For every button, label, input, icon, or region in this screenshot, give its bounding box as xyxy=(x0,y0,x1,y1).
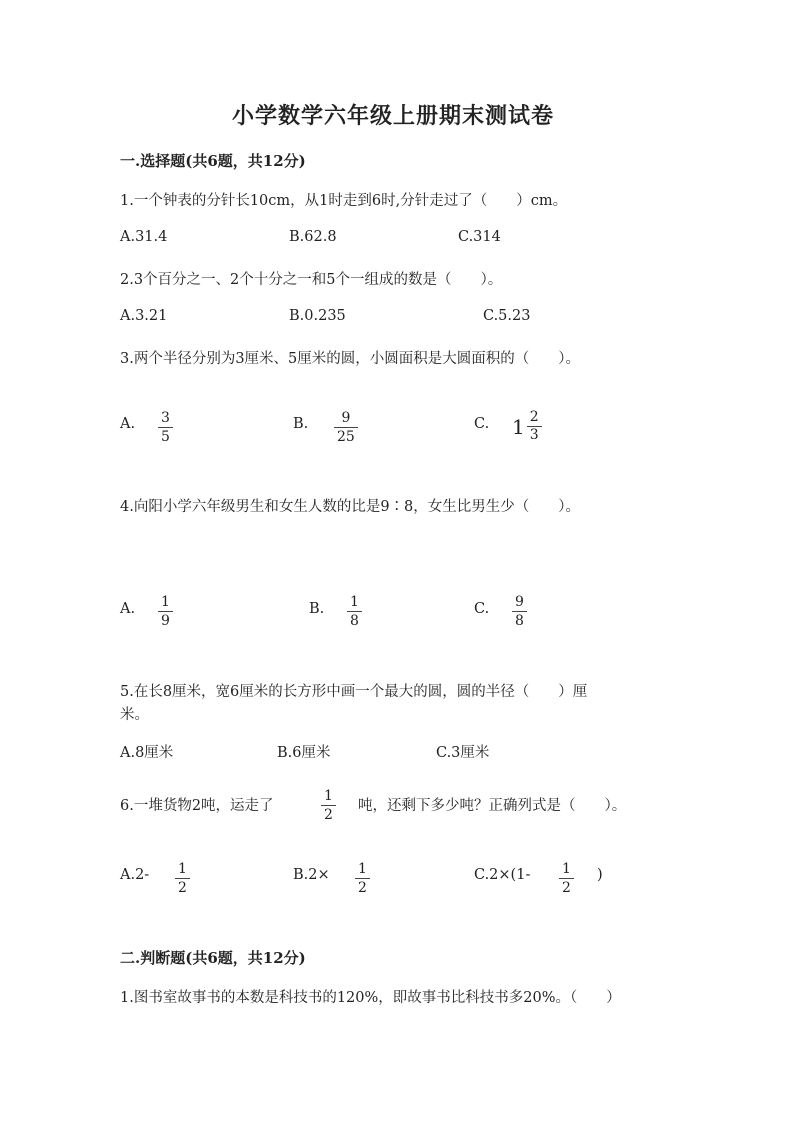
question-6-option-a-fraction xyxy=(175,861,190,896)
fraction-denominator: 8 xyxy=(350,613,359,629)
fraction-bar xyxy=(347,611,362,612)
mixed-number-fraction xyxy=(527,410,542,443)
fraction-numerator: 3 xyxy=(161,410,170,426)
question-2-text: 2.3个百分之一、2个十分之一和5个一组成的数是（ ）。 xyxy=(120,272,503,288)
question-2-option-a: A.3.21 xyxy=(120,308,168,324)
fraction-bar xyxy=(158,611,173,612)
question-4-option-a-label: A. xyxy=(120,601,136,617)
question-6-option-c-fraction xyxy=(559,861,574,896)
question-6-option-b-label: B.2× xyxy=(293,867,330,883)
question-5-option-a: A.8厘米 xyxy=(120,745,174,761)
fraction-numerator: 1 xyxy=(161,594,170,610)
question-5-option-b: B.6厘米 xyxy=(277,745,331,761)
judgement-1-text: 1.图书室故事书的本数是科技书的120%，即故事书比科技书多20%。（ ） xyxy=(120,990,621,1006)
fraction-numerator: 9 xyxy=(515,594,524,610)
question-6-text-after: 吨，还剩下多少吨？正确列式是（ ）。 xyxy=(358,798,627,814)
question-3-option-c-mixed-number xyxy=(512,410,542,443)
mixed-number-whole: 1 xyxy=(512,414,525,439)
fraction-bar xyxy=(559,878,574,879)
fraction-denominator: 2 xyxy=(178,880,187,896)
fraction-denominator: 3 xyxy=(529,427,539,443)
question-4-option-b-label: B. xyxy=(309,601,325,617)
fraction-bar xyxy=(321,805,336,806)
question-6-option-b-fraction xyxy=(355,861,370,896)
fraction-denominator: 5 xyxy=(161,429,170,445)
question-3-option-b-fraction xyxy=(334,410,358,445)
question-5-text-line-1: 5.在长8厘米，宽6厘米的长方形中画一个最大的圆，圆的半径（ ）厘 xyxy=(120,684,588,700)
question-6-text-before: 6.一堆货物2吨，运走了 xyxy=(120,798,274,814)
question-1-text: 1.一个钟表的分针长10cm，从1时走到6时,分针走过了（ ）cm。 xyxy=(120,193,568,209)
section-heading-choice: 一.选择题(共6题，共12分) xyxy=(120,152,306,170)
question-3-option-a-fraction xyxy=(158,410,173,445)
fraction-numerator: 1 xyxy=(350,594,359,610)
fraction-numerator: 1 xyxy=(562,861,571,877)
question-4-text: 4.向阳小学六年级男生和女生人数的比是9∶8，女生比男生少（ ）。 xyxy=(120,499,581,515)
question-5-option-c: C.3厘米 xyxy=(436,745,490,761)
question-1-option-a: A.31.4 xyxy=(120,229,168,245)
fraction-bar xyxy=(158,427,173,428)
question-6-fraction xyxy=(321,788,336,823)
question-3-text: 3.两个半径分别为3厘米、5厘米的圆，小圆面积是大圆面积的（ ）。 xyxy=(120,351,581,367)
fraction-denominator: 9 xyxy=(161,613,170,629)
question-1-option-b: B.62.8 xyxy=(289,229,337,245)
question-2-option-c: C.5.23 xyxy=(483,308,531,324)
question-4-option-a-fraction xyxy=(158,594,173,629)
fraction-numerator: 9 xyxy=(341,410,351,426)
fraction-bar xyxy=(355,878,370,879)
question-3-option-c-label: C. xyxy=(474,416,490,432)
question-5-text-line-2: 米。 xyxy=(120,707,149,723)
question-4-option-c-fraction xyxy=(512,594,527,629)
section-heading-true-false: 二.判断题(共6题，共12分) xyxy=(120,949,306,967)
question-3-option-b-label: B. xyxy=(293,416,309,432)
page-title: 小学数学六年级上册期末测试卷 xyxy=(232,103,555,129)
fraction-denominator: 2 xyxy=(562,880,571,896)
question-2-option-b: B.0.235 xyxy=(289,308,346,324)
question-3-option-a-label: A. xyxy=(120,416,136,432)
question-6-option-c-label: C.2×(1- xyxy=(474,867,531,883)
fraction-numerator: 1 xyxy=(178,861,187,877)
question-4-option-c-label: C. xyxy=(474,601,490,617)
fraction-denominator: 25 xyxy=(337,429,355,445)
fraction-denominator: 8 xyxy=(515,613,524,629)
fraction-bar xyxy=(175,878,190,879)
question-4-option-b-fraction xyxy=(347,594,362,629)
question-6-option-a-label: A.2- xyxy=(120,867,150,883)
fraction-numerator: 2 xyxy=(529,409,539,425)
fraction-numerator: 1 xyxy=(324,788,333,804)
question-6-option-c-close: ) xyxy=(597,867,603,883)
fraction-numerator: 1 xyxy=(358,861,367,877)
fraction-denominator: 2 xyxy=(324,807,333,823)
fraction-denominator: 2 xyxy=(358,880,367,896)
fraction-bar xyxy=(334,427,358,428)
fraction-bar xyxy=(512,611,527,612)
question-1-option-c: C.314 xyxy=(458,229,501,245)
